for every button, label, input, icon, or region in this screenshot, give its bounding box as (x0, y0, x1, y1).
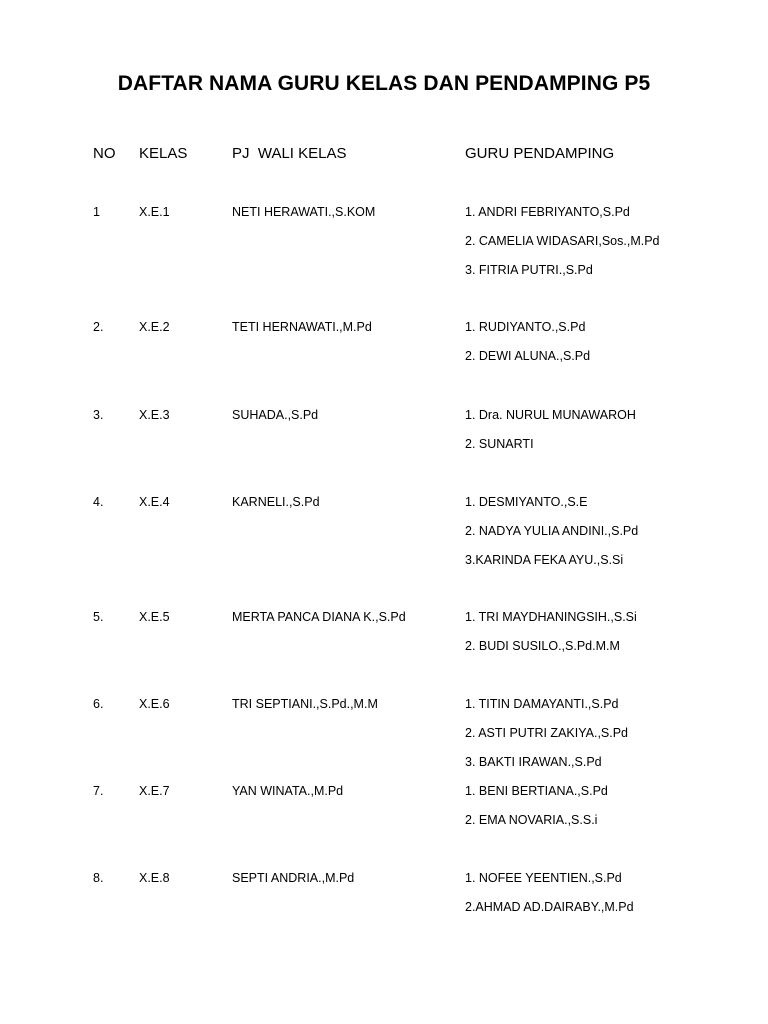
row-kelas: X.E.2 (139, 320, 170, 334)
row-pendamping: 2. CAMELIA WIDASARI,Sos.,M.Pd (465, 234, 660, 248)
row-wali-kelas: TRI SEPTIANI.,S.Pd.,M.M (232, 697, 378, 711)
header-wali-kelas: PJ WALI KELAS (232, 145, 347, 162)
row-kelas: X.E.6 (139, 697, 170, 711)
row-wali-kelas: SEPTI ANDRIA.,M.Pd (232, 871, 355, 885)
row-pendamping: 3.KARINDA FEKA AYU.,S.Si (465, 553, 624, 567)
row-pendamping: 2. SUNARTI (465, 437, 534, 451)
row-kelas: X.E.1 (139, 205, 170, 219)
row-no: 5. (93, 610, 104, 624)
row-no: 7. (93, 784, 104, 798)
header-guru-pendamping: GURU PENDAMPING (465, 145, 615, 162)
row-no: 6. (93, 697, 104, 711)
row-wali-kelas: KARNELI.,S.Pd (232, 495, 320, 509)
row-kelas: X.E.8 (139, 871, 170, 885)
row-pendamping: 2. EMA NOVARIA.,S.S.i (465, 813, 598, 827)
row-pendamping: 1. BENI BERTIANA.,S.Pd (465, 784, 608, 798)
row-wali-kelas: TETI HERNAWATI.,M.Pd (232, 320, 372, 334)
row-pendamping: 1. Dra. NURUL MUNAWAROH (465, 408, 636, 422)
row-wali-kelas: YAN WINATA.,M.Pd (232, 784, 344, 798)
row-pendamping: 1. DESMIYANTO.,S.E (465, 495, 588, 509)
row-pendamping: 3. BAKTI IRAWAN.,S.Pd (465, 755, 602, 769)
row-no: 8. (93, 871, 104, 885)
row-pendamping: 1. NOFEE YEENTIEN.,S.Pd (465, 871, 622, 885)
row-pendamping: 2. ASTI PUTRI ZAKIYA.,S.Pd (465, 726, 629, 740)
row-pendamping: 2. BUDI SUSILO.,S.Pd.M.M (465, 639, 620, 653)
row-no: 1 (93, 205, 100, 219)
row-pendamping: 2. DEWI ALUNA.,S.Pd (465, 349, 591, 363)
row-pendamping: 1. ANDRI FEBRIYANTO,S.Pd (465, 205, 630, 219)
row-pendamping: 3. FITRIA PUTRI.,S.Pd (465, 263, 593, 277)
row-kelas: X.E.7 (139, 784, 170, 798)
header-kelas: KELAS (139, 145, 188, 162)
row-pendamping: 1. TRI MAYDHANINGSIH.,S.Si (465, 610, 637, 624)
row-kelas: X.E.3 (139, 408, 170, 422)
row-pendamping: 2. NADYA YULIA ANDINI.,S.Pd (465, 524, 639, 538)
row-wali-kelas: MERTA PANCA DIANA K.,S.Pd (232, 610, 406, 624)
row-no: 3. (93, 408, 104, 422)
row-kelas: X.E.4 (139, 495, 170, 509)
header-no: NO (93, 145, 116, 162)
row-pendamping: 1. RUDIYANTO.,S.Pd (465, 320, 586, 334)
row-no: 4. (93, 495, 104, 509)
row-pendamping: 2.AHMAD AD.DAIRABY.,M.Pd (465, 900, 634, 914)
row-wali-kelas: NETI HERAWATI.,S.KOM (232, 205, 376, 219)
page-title: DAFTAR NAMA GURU KELAS DAN PENDAMPING P5 (117, 72, 651, 95)
row-kelas: X.E.5 (139, 610, 170, 624)
row-pendamping: 1. TITIN DAMAYANTI.,S.Pd (465, 697, 619, 711)
row-wali-kelas: SUHADA.,S.Pd (232, 408, 319, 422)
row-no: 2. (93, 320, 104, 334)
